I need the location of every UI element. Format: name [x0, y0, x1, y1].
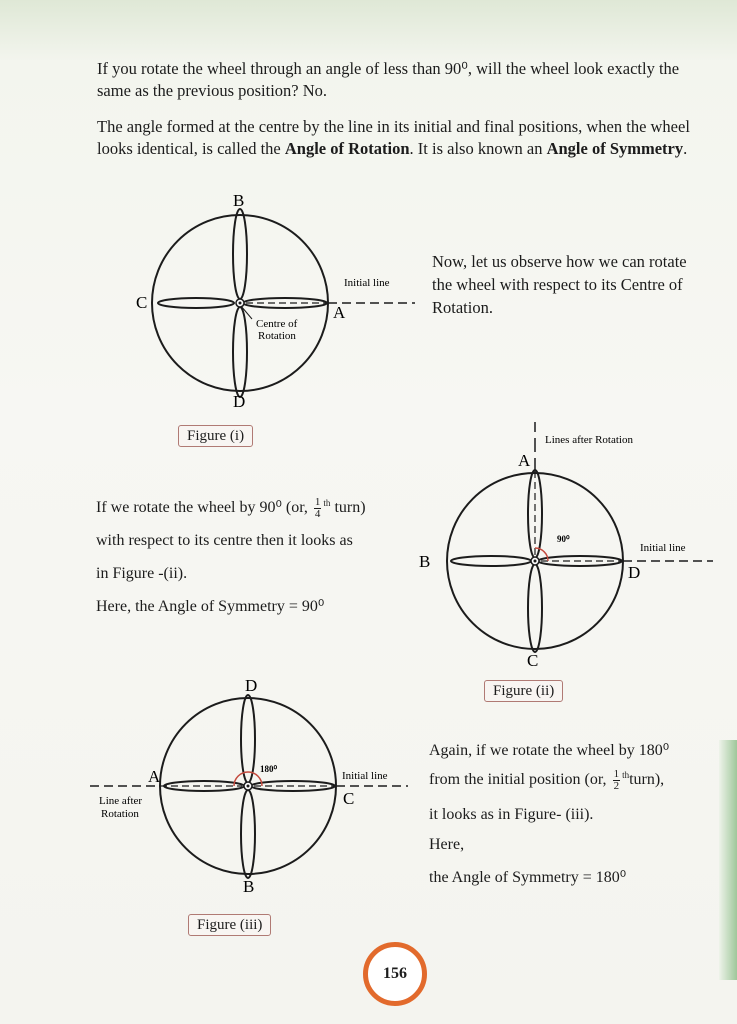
section3-line-4: Here, — [429, 836, 465, 853]
figure-3-label-top: D — [245, 676, 258, 695]
observe-paragraph: Now, let us observe how we can rotate the wheel with respect to its Centre of Rotation. — [432, 252, 687, 317]
figure-3-initial-line-label: Initial line — [342, 770, 388, 782]
section2-line-1: If we rotate the wheel by 90⁰ (or, $\frac{1}{4}$ $^{th}$ turn) — [96, 496, 366, 520]
figure-2-label-bottom: C — [527, 651, 539, 670]
figure-1-centre-label-2: Rotation — [258, 330, 296, 342]
page-edge-shade — [719, 740, 737, 980]
figure-3-line-after-label: Line after — [99, 795, 143, 807]
figure-2-label-right: D — [628, 563, 641, 582]
angle-definition-paragraph: The angle formed at the centre by the line in its initial and final positions, when the wheel looks identical, is called the Angle of Rotation. It is also known an Angle of Symmetry. — [97, 117, 690, 158]
figure-1-wheel — [120, 185, 420, 415]
figure-1-centre-label: Centre of — [256, 318, 298, 330]
figure-1-initial-line-label: Initial line — [344, 277, 390, 289]
figure-2-caption: Figure (ii) — [484, 680, 563, 702]
figure-3-label-left: A — [148, 767, 161, 786]
section3-line-5: the Angle of Symmetry = 180⁰ — [429, 869, 627, 886]
section2-line-3: in Figure -(ii). — [96, 565, 188, 582]
section3-line-1: Again, if we rotate the wheel by 180⁰ — [429, 742, 670, 759]
figure-2-initial-line-label: Initial line — [640, 542, 686, 554]
section3-line-3: it looks as in Figure- (iii). — [429, 806, 594, 823]
figure-2-label-top: A — [518, 451, 531, 470]
figure-3-wheel — [90, 672, 410, 902]
figure-2-label-left: B — [419, 552, 431, 571]
figure-3-caption: Figure (iii) — [188, 914, 271, 936]
section2-line-2: with respect to its centre then it looks as — [96, 532, 353, 549]
figure-3-line-after-label-2: Rotation — [101, 808, 139, 820]
figure-1-label-top: B — [233, 191, 245, 210]
intro-paragraph: If you rotate the wheel through an angle of less than 90⁰, will the wheel look exactly the same as the previous position? No. — [97, 59, 680, 100]
figure-3-angle-label: 180⁰ — [260, 764, 278, 774]
figure-1-label-left: C — [136, 293, 148, 312]
figure-2-lines-after-label: Lines after Rotation — [545, 434, 633, 446]
figure-3-label-right: C — [343, 789, 355, 808]
figure-2-wheel — [415, 420, 715, 680]
section2-line-4: Here, the Angle of Symmetry = 90⁰ — [96, 598, 325, 615]
figure-3-label-bottom: B — [243, 877, 255, 896]
figure-1-caption: Figure (i) — [178, 425, 253, 447]
figure-1-label-bottom: D — [233, 392, 246, 411]
figure-2-angle-label: 90⁰ — [557, 534, 570, 544]
figure-1-label-right: A — [333, 303, 346, 322]
page-number: 156 — [363, 942, 427, 1006]
section3-line-2: from the initial position (or, $\frac{1}{2}$ $^{th}$turn), — [429, 768, 665, 792]
